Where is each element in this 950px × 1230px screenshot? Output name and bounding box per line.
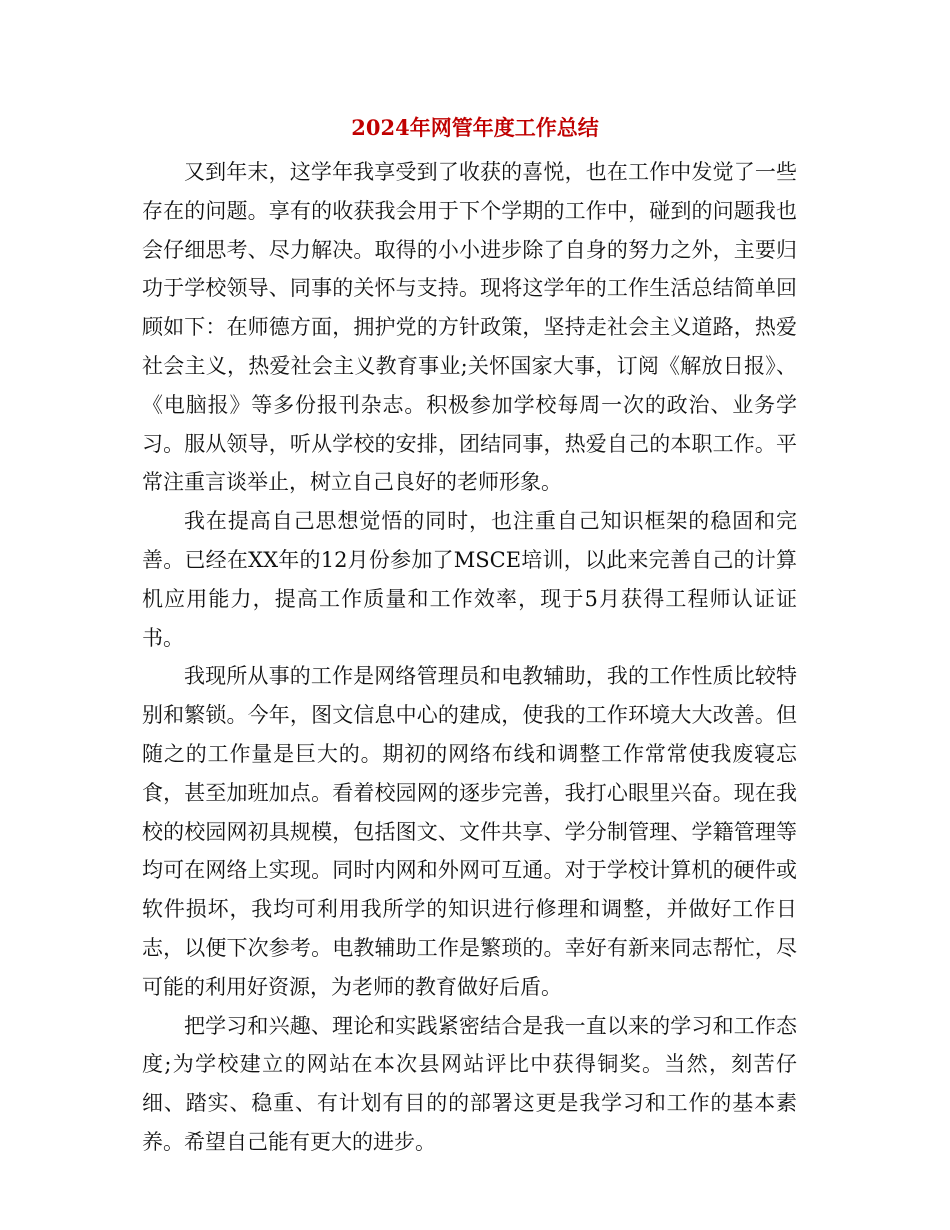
paragraph-2: 我在提高自己思想觉悟的同时，也注重自己知识框架的稳固和完善。已经在XX年的12月份参加了MSCE培训，以此来完善自己的计算机应用能力，提高工作质量和工作效率，现于5月获得工程师认证证书。: [142, 509, 797, 650]
paragraph-1: 又到年末，这学年我享受到了收获的喜悦，也在工作中发觉了一些存在的问题。享有的收获我会用于下个学期的工作中，碰到的问题我也会仔细思考、尽力解决。取得的小小进步除了自身的努力之外，主要归功于学校领导、同事的关怀与支持。现将这学年的工作生活总结简单回顾如下：在师德方面，拥护党的方针政策，坚持走社会主义道路，热爱社会主义，热爱社会主义教育事业;关怀国家大事，订阅《解放日报》、《电脑报》等多份报刊杂志。积极参加学校每周一次的政治、业务学习。服从领导，听从学校的安排，团结同事，热爱自己的本职工作。平常注重言谈举止，树立自己良好的老师形象。: [142, 160, 797, 495]
paragraph-4: 把学习和兴趣、理论和实践紧密结合是我一直以来的学习和工作态度;为学校建立的网站在本次县网站评比中获得铜奖。当然，刻苦仔细、踏实、稳重、有计划有目的的部署这更是我学习和工作的基本素养。希望自己能有更大的进步。: [142, 1013, 797, 1154]
paragraph-3: 我现所从事的工作是网络管理员和电教辅助，我的工作性质比较特别和繁锁。今年，图文信息中心的建成，使我的工作环境大大改善。但随之的工作量是巨大的。期初的网络布线和调整工作常常使我废寝忘食，甚至加班加点。看着校园网的逐步完善，我打心眼里兴奋。现在我校的校园网初具规模，包括图文、文件共享、学分制管理、学籍管理等均可在网络上实现。同时内网和外网可互通。对于学校计算机的硬件或软件损坏，我均可利用我所学的知识进行修理和调整，并做好工作日志，以便下次参考。电教辅助工作是繁琐的。幸好有新来同志帮忙，尽可能的利用好资源，为老师的教育做好后盾。: [142, 664, 797, 999]
document-body: [142, 153, 797, 1162]
document-title: 2024年网管年度工作总结: [351, 115, 599, 140]
